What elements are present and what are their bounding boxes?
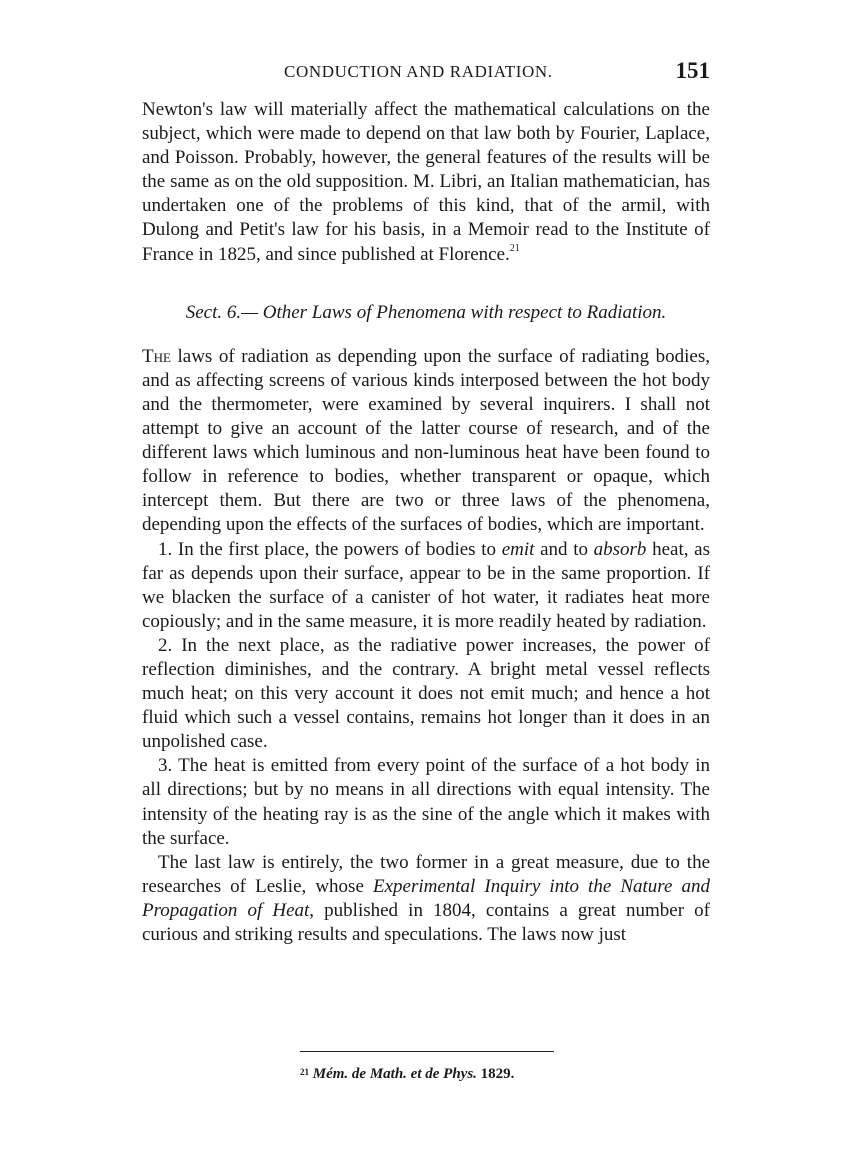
footnote-year: 1829. bbox=[476, 1066, 515, 1082]
paragraph-laws-of-radiation bbox=[142, 345, 710, 538]
section-heading: Sect. 6.— Other Laws of Phenomena with respect to Radiation. bbox=[185, 301, 667, 323]
footnote-number: 21 bbox=[300, 1067, 309, 1077]
page-body bbox=[142, 98, 710, 947]
page-header bbox=[142, 58, 710, 90]
paragraph-text: heat, as far as depends upon their surface, appear to be in the same proportion. If we blacken the surface of a canister of hot water, it radiates heat more copiously; and in the same measure, it is more readily heated by radiation. bbox=[142, 538, 710, 632]
paragraph-newtons-law bbox=[142, 98, 710, 267]
paragraph-text: , published in 1804, contains a great number of curious and striking results and speculations. The laws now just bbox=[142, 899, 710, 945]
paragraph-first-word: The bbox=[142, 345, 171, 367]
running-head: CONDUCTION AND RADIATION. bbox=[284, 62, 553, 81]
emphasis-absorb: absorb bbox=[593, 538, 647, 560]
paragraph-text: 1. In the first place, the powers of bodies to bbox=[158, 538, 502, 560]
footnote-source: Mém. de Math. et de Phys. bbox=[312, 1066, 477, 1082]
paragraph-text: laws of radiation as depending upon the surface of radiating bodies, and as affecting screens of various kinds interposed between the hot body and the thermometer, were examined by several inquirers. I shall not attempt to give an account of the latter course of research, and of the different laws which luminous and non-luminous heat have been found to follow in reference to bodies, whether transparent or opaque, which intercept them. But there are two or three laws of the phenomena, depending upon the effects of the surfaces of bodies, which are important. bbox=[142, 345, 710, 536]
footnote bbox=[300, 1066, 570, 1083]
paragraph-leslie bbox=[142, 851, 710, 947]
paragraph-first-law bbox=[142, 538, 710, 634]
paragraph-text: Newton's law will materially affect the mathematical calculations on the subject, which were made to depend on that law both by Fourier, Laplace, and Poisson. Probably, however, the general features of the results will be the same as on the old supposition. M. Libri, an Italian mathematician, has undertaken one of the problems of this kind, that of the armil, with Dulong and Petit's law for his basis, in a Memoir read to the Institute of France in 1825, and since published at Florence. bbox=[142, 99, 710, 265]
emphasis-emit: emit bbox=[501, 538, 535, 560]
paragraph-text: The last law is entirely, the two former in a great measure, due to the researches of Leslie, whose bbox=[142, 851, 710, 897]
page-number: 151 bbox=[675, 58, 710, 83]
paragraph-second-law: 2. In the next place, as the radiative power increases, the power of reflection diminishes, and the contrary. A bright metal vessel reflects much heat; on this very account it does not emit much; and hence a hot fluid which such a vessel contains, remains hot longer than it does in an unpolished case. bbox=[142, 634, 710, 753]
footnote-divider bbox=[300, 1051, 554, 1052]
book-title: Experimental Inquiry into the Nature and Propagation of Heat bbox=[142, 875, 710, 921]
paragraph-third-law: 3. The heat is emitted from every point of the surface of a hot body in all directions; but by no means in all directions with equal intensity. The intensity of the heating ray is as the sine of the angle which it makes with the surface. bbox=[142, 755, 710, 849]
paragraph-text: and to bbox=[534, 538, 594, 560]
footnote-reference: 21 bbox=[509, 242, 520, 254]
